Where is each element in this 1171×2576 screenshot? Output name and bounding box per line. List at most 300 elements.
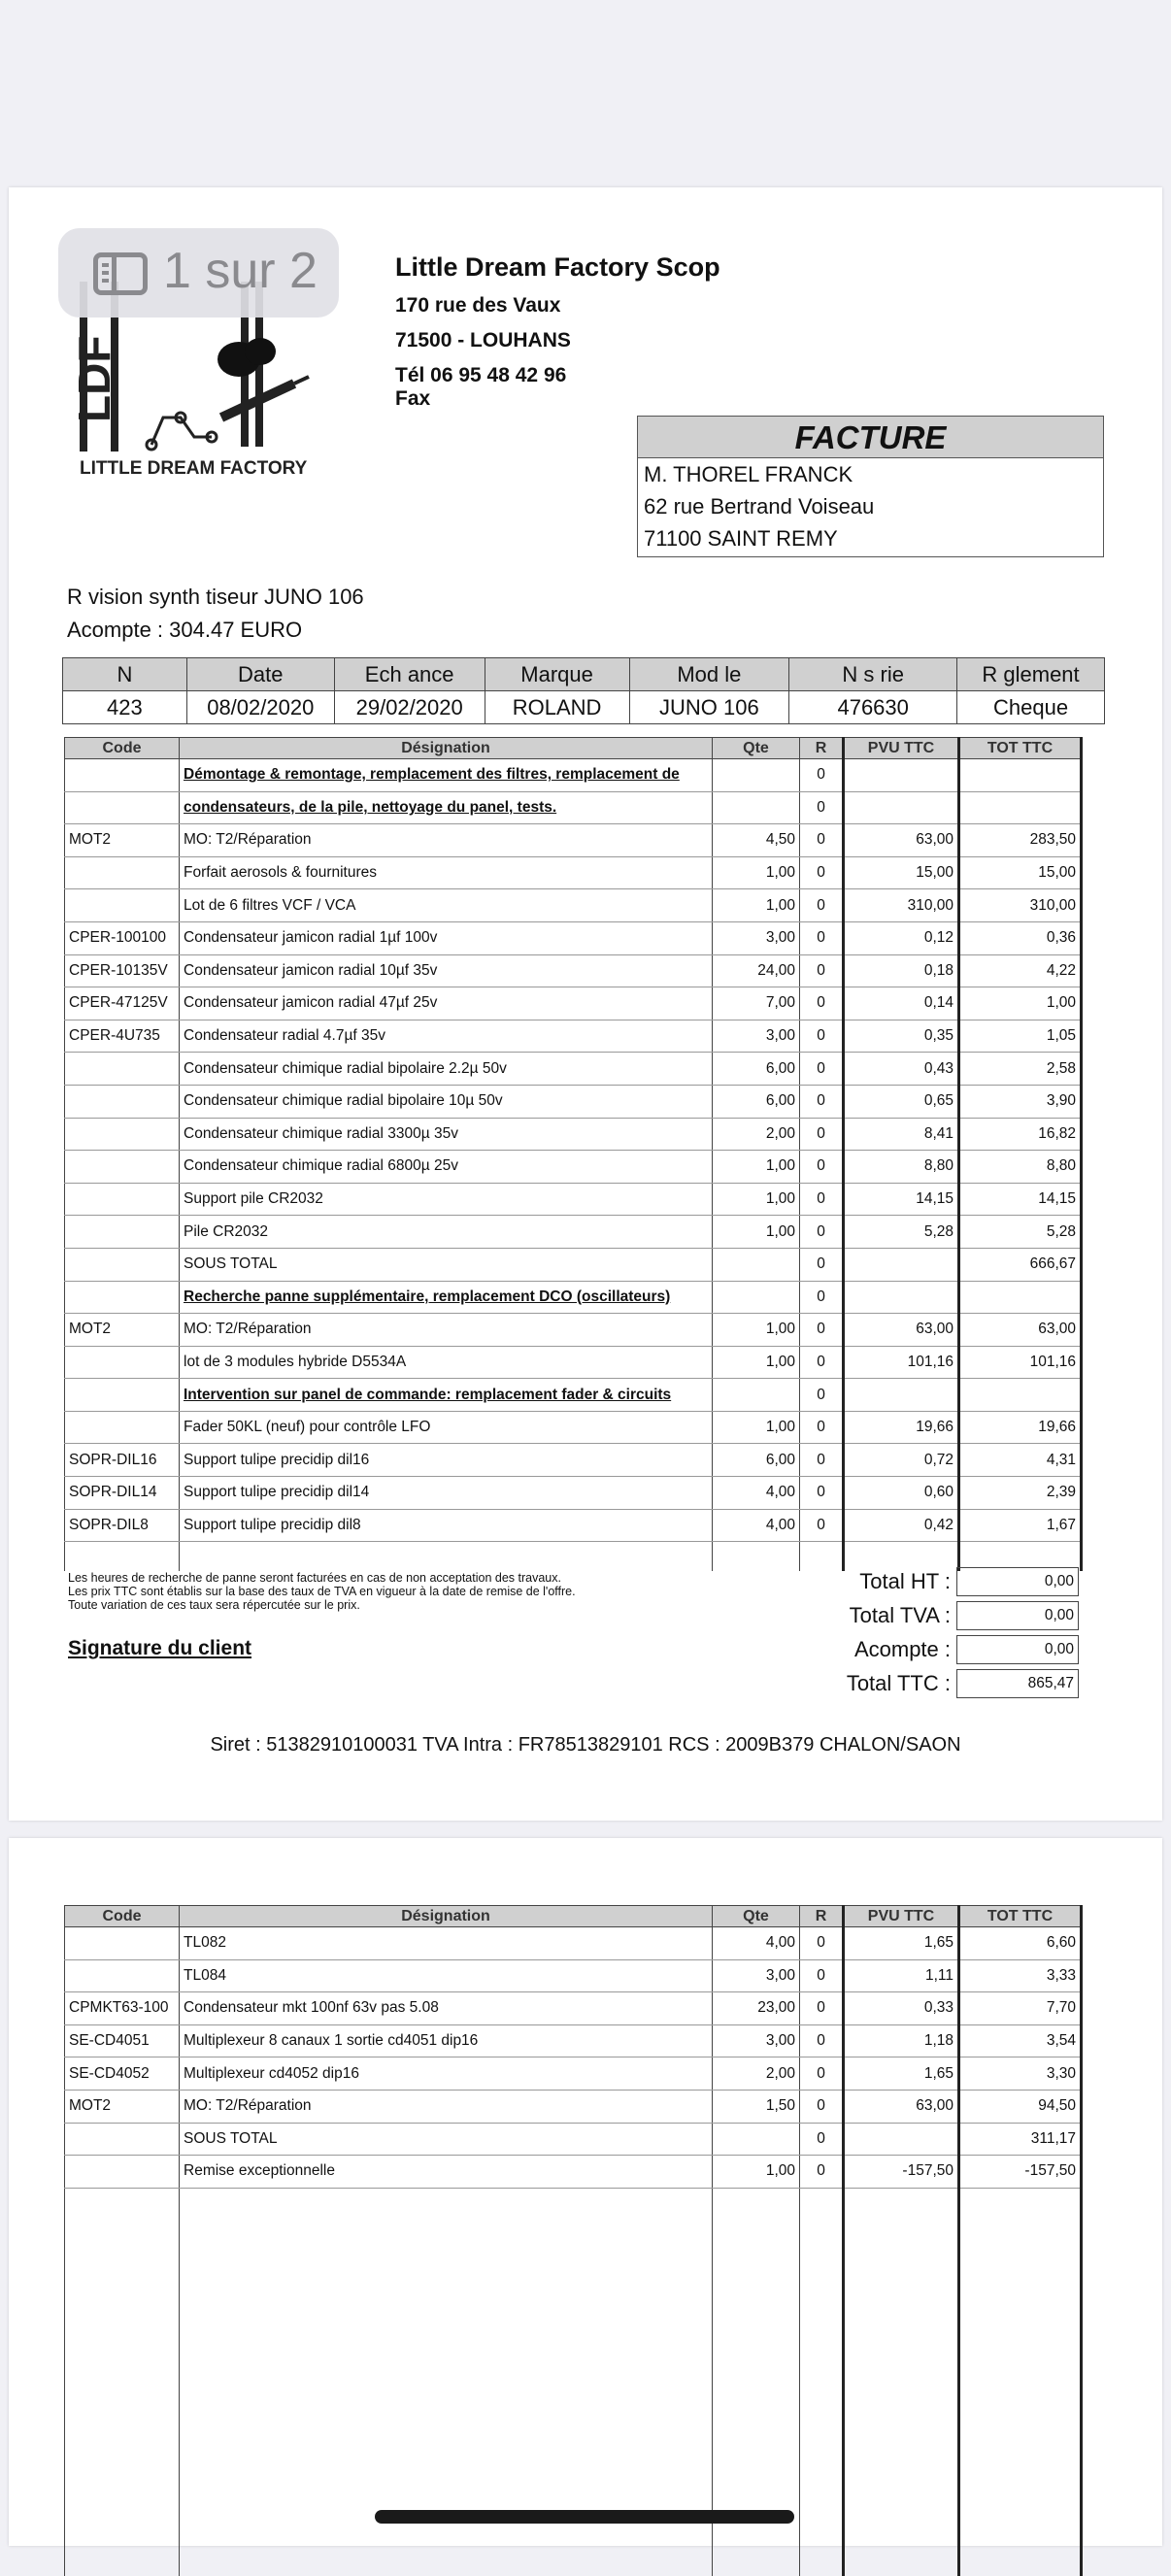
line-quantity: 6,00	[713, 1444, 800, 1477]
line-unit-price: 19,66	[844, 1411, 959, 1444]
line-designation: Remise exceptionnelle	[180, 2156, 713, 2189]
empty-cell	[800, 2188, 844, 2576]
line-code	[65, 1411, 180, 1444]
table-row	[65, 856, 1082, 889]
company-name: Little Dream Factory Scop	[395, 252, 720, 282]
info-header: Ech ance	[334, 658, 485, 691]
line-code	[65, 1379, 180, 1412]
line-quantity	[713, 1379, 800, 1412]
line-total: 6,60	[959, 1927, 1082, 1960]
column-header: TOT TTC	[959, 738, 1082, 759]
total-ht-label: Total HT :	[859, 1569, 951, 1593]
column-header: Code	[65, 1906, 180, 1927]
line-unit-price: 0,43	[844, 1053, 959, 1086]
line-r: 0	[800, 1959, 844, 1992]
line-r: 0	[800, 2057, 844, 2091]
line-total: 63,00	[959, 1314, 1082, 1347]
line-total: 3,90	[959, 1085, 1082, 1118]
line-quantity: 1,00	[713, 1346, 800, 1379]
line-total: 16,82	[959, 1118, 1082, 1151]
line-total: 15,00	[959, 856, 1082, 889]
line-r: 0	[800, 1020, 844, 1053]
line-quantity: 1,00	[713, 856, 800, 889]
info-value-row	[63, 691, 1105, 724]
line-designation: Support tulipe precidip dil14	[180, 1477, 713, 1510]
total-tva-row	[825, 1599, 1079, 1632]
line-code: SOPR-DIL16	[65, 1444, 180, 1477]
column-header: Désignation	[180, 1906, 713, 1927]
line-code: SOPR-DIL14	[65, 1477, 180, 1510]
line-designation: Condensateur jamicon radial 1µf 100v	[180, 921, 713, 954]
line-r: 0	[800, 987, 844, 1020]
line-code: SE-CD4052	[65, 2057, 180, 2091]
line-total: 4,31	[959, 1444, 1082, 1477]
table-row	[65, 1020, 1082, 1053]
line-quantity: 3,00	[713, 1020, 800, 1053]
line-unit-price: 1,11	[844, 1959, 959, 1992]
line-quantity	[713, 791, 800, 824]
info-header-row	[63, 658, 1105, 691]
line-quantity: 4,50	[713, 824, 800, 857]
line-r: 0	[800, 856, 844, 889]
line-quantity: 3,00	[713, 2024, 800, 2057]
line-code: CPER-47125V	[65, 987, 180, 1020]
line-quantity: 1,00	[713, 1411, 800, 1444]
line-total: 1,00	[959, 987, 1082, 1020]
terms-line: Les heures de recherche de panne seront facturées en cas de non acceptation des travaux.	[68, 1571, 561, 1585]
line-quantity	[713, 2123, 800, 2156]
line-r: 0	[800, 954, 844, 987]
line-unit-price: 0,60	[844, 1477, 959, 1510]
total-ht-value: 0,00	[956, 1567, 1079, 1596]
empty-cell	[180, 1542, 713, 1571]
line-r: 0	[800, 1216, 844, 1249]
line-code	[65, 2156, 180, 2189]
line-r: 0	[800, 1992, 844, 2025]
column-header: R	[800, 1906, 844, 1927]
line-r: 0	[800, 824, 844, 857]
line-designation: Condensateur mkt 100nf 63v pas 5.08	[180, 1992, 713, 2025]
line-unit-price: 0,42	[844, 1509, 959, 1542]
line-total: 19,66	[959, 1411, 1082, 1444]
line-r: 0	[800, 1379, 844, 1412]
line-quantity: 23,00	[713, 1992, 800, 2025]
invoice-title: FACTURE	[638, 417, 1103, 458]
line-r: 0	[800, 889, 844, 922]
line-total: 14,15	[959, 1183, 1082, 1216]
company-legal-footer: Siret : 51382910100031 TVA Intra : FR78513829101 RCS : 2009B379 CHALON/SAON	[210, 1734, 961, 1756]
column-header: Code	[65, 738, 180, 759]
line-designation: Support pile CR2032	[180, 1183, 713, 1216]
line-total: 2,58	[959, 1053, 1082, 1086]
info-value: 29/02/2020	[334, 691, 485, 724]
total-tva-label: Total TVA :	[849, 1603, 951, 1627]
line-total: 1,05	[959, 1020, 1082, 1053]
line-unit-price: 8,41	[844, 1118, 959, 1151]
line-total: 94,50	[959, 2090, 1082, 2123]
total-ttc-value: 865,47	[956, 1669, 1079, 1698]
line-unit-price: 5,28	[844, 1216, 959, 1249]
line-unit-price: 1,18	[844, 2024, 959, 2057]
info-header: N s rie	[789, 658, 957, 691]
page-counter-label: 1 sur 2	[163, 243, 318, 299]
line-total: 0,36	[959, 921, 1082, 954]
client-city: 71100 SAINT REMY	[644, 526, 838, 551]
line-code	[65, 1053, 180, 1086]
line-code	[65, 1959, 180, 1992]
table-row	[65, 2156, 1082, 2189]
line-total: 3,33	[959, 1959, 1082, 1992]
line-code	[65, 1346, 180, 1379]
line-unit-price: -157,50	[844, 2156, 959, 2189]
line-designation: Condensateur chimique radial bipolaire 2.2µ 50v	[180, 1053, 713, 1086]
line-r: 0	[800, 1281, 844, 1314]
table-row	[65, 824, 1082, 857]
table-row	[65, 2090, 1082, 2123]
column-header: PVU TTC	[844, 1906, 959, 1927]
line-designation: Intervention sur panel de commande: remplacement fader & circuits	[180, 1379, 713, 1412]
line-unit-price	[844, 1379, 959, 1412]
line-unit-price: 15,00	[844, 856, 959, 889]
line-total: 310,00	[959, 889, 1082, 922]
line-quantity: 3,00	[713, 1959, 800, 1992]
line-quantity: 4,00	[713, 1927, 800, 1960]
table-row	[65, 1085, 1082, 1118]
line-code: MOT2	[65, 2090, 180, 2123]
line-quantity: 4,00	[713, 1477, 800, 1510]
line-quantity	[713, 759, 800, 792]
line-code	[65, 889, 180, 922]
line-code	[65, 1183, 180, 1216]
table-row	[65, 1411, 1082, 1444]
line-designation: Condensateur chimique radial 3300µ 35v	[180, 1118, 713, 1151]
total-ht-row	[825, 1565, 1079, 1598]
line-r: 0	[800, 1477, 844, 1510]
line-unit-price: 0,33	[844, 1992, 959, 2025]
line-designation: Pile CR2032	[180, 1216, 713, 1249]
line-unit-price: 0,12	[844, 921, 959, 954]
invoice-recipient-box	[637, 416, 1104, 557]
line-code	[65, 2123, 180, 2156]
line-quantity: 1,00	[713, 1183, 800, 1216]
line-total	[959, 759, 1082, 792]
line-code	[65, 1151, 180, 1184]
line-quantity: 1,00	[713, 1216, 800, 1249]
table-row	[65, 1509, 1082, 1542]
invoice-subject: R vision synth tiseur JUNO 106	[67, 585, 364, 609]
line-quantity: 1,00	[713, 2156, 800, 2189]
line-total: 283,50	[959, 824, 1082, 857]
line-r: 0	[800, 1183, 844, 1216]
empty-cell	[844, 2188, 959, 2576]
line-code: SOPR-DIL8	[65, 1509, 180, 1542]
home-indicator[interactable]	[375, 2510, 794, 2524]
table-row	[65, 1444, 1082, 1477]
line-unit-price	[844, 1248, 959, 1281]
line-r: 0	[800, 2156, 844, 2189]
column-header: Qte	[713, 1906, 800, 1927]
line-total: 3,30	[959, 2057, 1082, 2091]
table-row	[65, 1118, 1082, 1151]
line-designation: Recherche panne supplémentaire, remplacement DCO (oscillateurs)	[180, 1281, 713, 1314]
terms-note	[68, 1571, 576, 1612]
line-quantity: 6,00	[713, 1085, 800, 1118]
column-header: R	[800, 738, 844, 759]
line-quantity: 4,00	[713, 1509, 800, 1542]
line-unit-price: 63,00	[844, 824, 959, 857]
line-code	[65, 1927, 180, 1960]
totals-block	[825, 1565, 1079, 1701]
line-unit-price	[844, 791, 959, 824]
line-unit-price: 0,18	[844, 954, 959, 987]
line-quantity: 1,50	[713, 2090, 800, 2123]
line-total: 7,70	[959, 1992, 1082, 2025]
table-row	[65, 1927, 1082, 1960]
line-designation: MO: T2/Réparation	[180, 824, 713, 857]
line-code	[65, 759, 180, 792]
line-quantity: 7,00	[713, 987, 800, 1020]
sidebar-icon	[93, 252, 148, 295]
line-code	[65, 791, 180, 824]
line-unit-price: 101,16	[844, 1346, 959, 1379]
line-total: 666,67	[959, 1248, 1082, 1281]
table-row	[65, 1477, 1082, 1510]
line-designation: Condensateur radial 4.7µf 35v	[180, 1020, 713, 1053]
line-total: -157,50	[959, 2156, 1082, 2189]
table-row	[65, 1346, 1082, 1379]
line-quantity	[713, 1248, 800, 1281]
line-r: 0	[800, 1248, 844, 1281]
info-header: Mod le	[629, 658, 789, 691]
invoice-lines-table-page-1	[64, 737, 1083, 1571]
line-code	[65, 856, 180, 889]
line-designation: Multiplexeur cd4052 dip16	[180, 2057, 713, 2091]
line-r: 0	[800, 1053, 844, 1086]
table-row	[65, 1248, 1082, 1281]
table-row	[65, 1314, 1082, 1347]
line-designation: SOUS TOTAL	[180, 2123, 713, 2156]
info-value: 476630	[789, 691, 957, 724]
terms-line: Toute variation de ces taux sera répercutée sur le prix.	[68, 1598, 360, 1612]
line-quantity: 2,00	[713, 1118, 800, 1151]
terms-line: Les prix TTC sont établis sur la base des taux de TVA en vigueur à la date de remise de l'offre.	[68, 1585, 576, 1598]
line-r: 0	[800, 2090, 844, 2123]
table-row	[65, 1053, 1082, 1086]
line-quantity: 1,00	[713, 1314, 800, 1347]
line-unit-price: 1,65	[844, 1927, 959, 1960]
line-r: 0	[800, 1411, 844, 1444]
line-code	[65, 1118, 180, 1151]
line-r: 0	[800, 921, 844, 954]
line-unit-price	[844, 759, 959, 792]
line-r: 0	[800, 1444, 844, 1477]
line-r: 0	[800, 1151, 844, 1184]
line-r: 0	[800, 1346, 844, 1379]
table-row	[65, 1379, 1082, 1412]
company-fax: Fax	[395, 387, 431, 410]
line-code	[65, 1281, 180, 1314]
column-header: Qte	[713, 738, 800, 759]
column-header: PVU TTC	[844, 738, 959, 759]
line-quantity: 1,00	[713, 1151, 800, 1184]
acompte-value: 0,00	[956, 1635, 1079, 1664]
page-counter[interactable]	[58, 228, 339, 318]
acompte-label: Acompte :	[853, 1637, 951, 1661]
line-quantity: 3,00	[713, 921, 800, 954]
table-row	[65, 987, 1082, 1020]
company-info	[395, 252, 720, 411]
line-r: 0	[800, 2024, 844, 2057]
line-quantity: 1,00	[713, 889, 800, 922]
empty-cell	[65, 2188, 180, 2576]
acompte-row	[825, 1633, 1079, 1666]
line-r: 0	[800, 1118, 844, 1151]
line-total: 101,16	[959, 1346, 1082, 1379]
table-row	[65, 921, 1082, 954]
line-total	[959, 1281, 1082, 1314]
line-designation: Multiplexeur 8 canaux 1 sortie cd4051 dip16	[180, 2024, 713, 2057]
line-unit-price: 0,35	[844, 1020, 959, 1053]
table-row	[65, 954, 1082, 987]
line-code: CPER-10135V	[65, 954, 180, 987]
line-designation: TL084	[180, 1959, 713, 1992]
line-designation: Lot de 6 filtres VCF / VCA	[180, 889, 713, 922]
info-header: Marque	[485, 658, 629, 691]
table-row	[65, 1151, 1082, 1184]
line-total: 8,80	[959, 1151, 1082, 1184]
logo-text: LITTLE DREAM FACTORY	[80, 458, 308, 479]
line-designation: condensateurs, de la pile, nettoyage du panel, tests.	[180, 791, 713, 824]
invoice-lines-table-page-2	[64, 1905, 1083, 2576]
line-quantity: 24,00	[713, 954, 800, 987]
empty-cell	[65, 1542, 180, 1571]
line-designation: Support tulipe precidip dil16	[180, 1444, 713, 1477]
line-designation: lot de 3 modules hybride D5534A	[180, 1346, 713, 1379]
info-value: ROLAND	[485, 691, 629, 724]
line-code: CPMKT63-100	[65, 1992, 180, 2025]
line-r: 0	[800, 1085, 844, 1118]
table-row	[65, 2057, 1082, 2091]
info-header: N	[63, 658, 187, 691]
line-code: CPER-100100	[65, 921, 180, 954]
table-row	[65, 1992, 1082, 2025]
invoice-intro	[67, 581, 364, 647]
line-unit-price: 1,65	[844, 2057, 959, 2091]
signature-label: Signature du client	[68, 1637, 252, 1659]
line-unit-price: 0,65	[844, 1085, 959, 1118]
line-designation: Condensateur chimique radial bipolaire 10µ 50v	[180, 1085, 713, 1118]
total-ttc-row	[825, 1667, 1079, 1700]
line-code: MOT2	[65, 824, 180, 857]
table-row	[65, 1281, 1082, 1314]
table-row	[65, 2024, 1082, 2057]
line-unit-price	[844, 1281, 959, 1314]
info-value: Cheque	[957, 691, 1105, 724]
line-r: 0	[800, 1927, 844, 1960]
line-designation: Condensateur chimique radial 6800µ 25v	[180, 1151, 713, 1184]
lines-header-row	[65, 738, 1082, 759]
client-name: M. THOREL FRANCK	[644, 462, 853, 486]
info-header: Date	[186, 658, 334, 691]
line-code: CPER-4U735	[65, 1020, 180, 1053]
line-quantity	[713, 1281, 800, 1314]
line-designation: MO: T2/Réparation	[180, 1314, 713, 1347]
line-total	[959, 791, 1082, 824]
line-designation: Support tulipe precidip dil8	[180, 1509, 713, 1542]
invoice-info-table	[62, 657, 1105, 724]
line-designation: Condensateur jamicon radial 47µf 25v	[180, 987, 713, 1020]
line-unit-price: 310,00	[844, 889, 959, 922]
line-total: 4,22	[959, 954, 1082, 987]
table-row	[65, 1183, 1082, 1216]
line-total: 311,17	[959, 2123, 1082, 2156]
total-ttc-label: Total TTC :	[846, 1671, 951, 1695]
logo-monogram: LDF	[69, 335, 119, 422]
line-designation: TL082	[180, 1927, 713, 1960]
line-designation: MO: T2/Réparation	[180, 2090, 713, 2123]
line-designation: Condensateur jamicon radial 10µf 35v	[180, 954, 713, 987]
column-header: TOT TTC	[959, 1906, 1082, 1927]
client-street: 62 rue Bertrand Voiseau	[644, 494, 875, 519]
line-code	[65, 1248, 180, 1281]
total-tva-value: 0,00	[956, 1601, 1079, 1630]
line-designation: Démontage & remontage, remplacement des filtres, remplacement de	[180, 759, 713, 792]
line-code: SE-CD4051	[65, 2024, 180, 2057]
line-unit-price: 14,15	[844, 1183, 959, 1216]
line-total: 5,28	[959, 1216, 1082, 1249]
line-total: 1,67	[959, 1509, 1082, 1542]
company-street: 170 rue des Vaux	[395, 294, 561, 317]
line-unit-price: 0,14	[844, 987, 959, 1020]
line-r: 0	[800, 1314, 844, 1347]
line-unit-price: 63,00	[844, 2090, 959, 2123]
invoice-deposit: Acompte : 304.47 EURO	[67, 618, 303, 642]
line-designation: Fader 50KL (neuf) pour contrôle LFO	[180, 1411, 713, 1444]
line-unit-price: 63,00	[844, 1314, 959, 1347]
table-row	[65, 1959, 1082, 1992]
empty-cell	[713, 1542, 800, 1571]
table-row	[65, 2123, 1082, 2156]
line-r: 0	[800, 791, 844, 824]
line-code	[65, 1085, 180, 1118]
line-designation: Forfait aerosols & fournitures	[180, 856, 713, 889]
line-unit-price: 0,72	[844, 1444, 959, 1477]
line-total	[959, 1379, 1082, 1412]
info-header: R glement	[957, 658, 1105, 691]
line-unit-price: 8,80	[844, 1151, 959, 1184]
company-phone: Tél 06 95 48 42 96	[395, 364, 567, 386]
line-r: 0	[800, 1509, 844, 1542]
line-unit-price	[844, 2123, 959, 2156]
empty-cell	[959, 2188, 1082, 2576]
info-value: JUNO 106	[629, 691, 789, 724]
line-r: 0	[800, 2123, 844, 2156]
line-quantity: 6,00	[713, 1053, 800, 1086]
column-header: Désignation	[180, 738, 713, 759]
line-total: 3,54	[959, 2024, 1082, 2057]
line-quantity: 2,00	[713, 2057, 800, 2091]
company-city: 71500 - LOUHANS	[395, 329, 571, 351]
table-row	[65, 759, 1082, 792]
info-value: 423	[63, 691, 187, 724]
info-value: 08/02/2020	[186, 691, 334, 724]
lines-header-row	[65, 1906, 1082, 1927]
table-row	[65, 889, 1082, 922]
table-row	[65, 791, 1082, 824]
line-total: 2,39	[959, 1477, 1082, 1510]
line-r: 0	[800, 759, 844, 792]
line-code: MOT2	[65, 1314, 180, 1347]
